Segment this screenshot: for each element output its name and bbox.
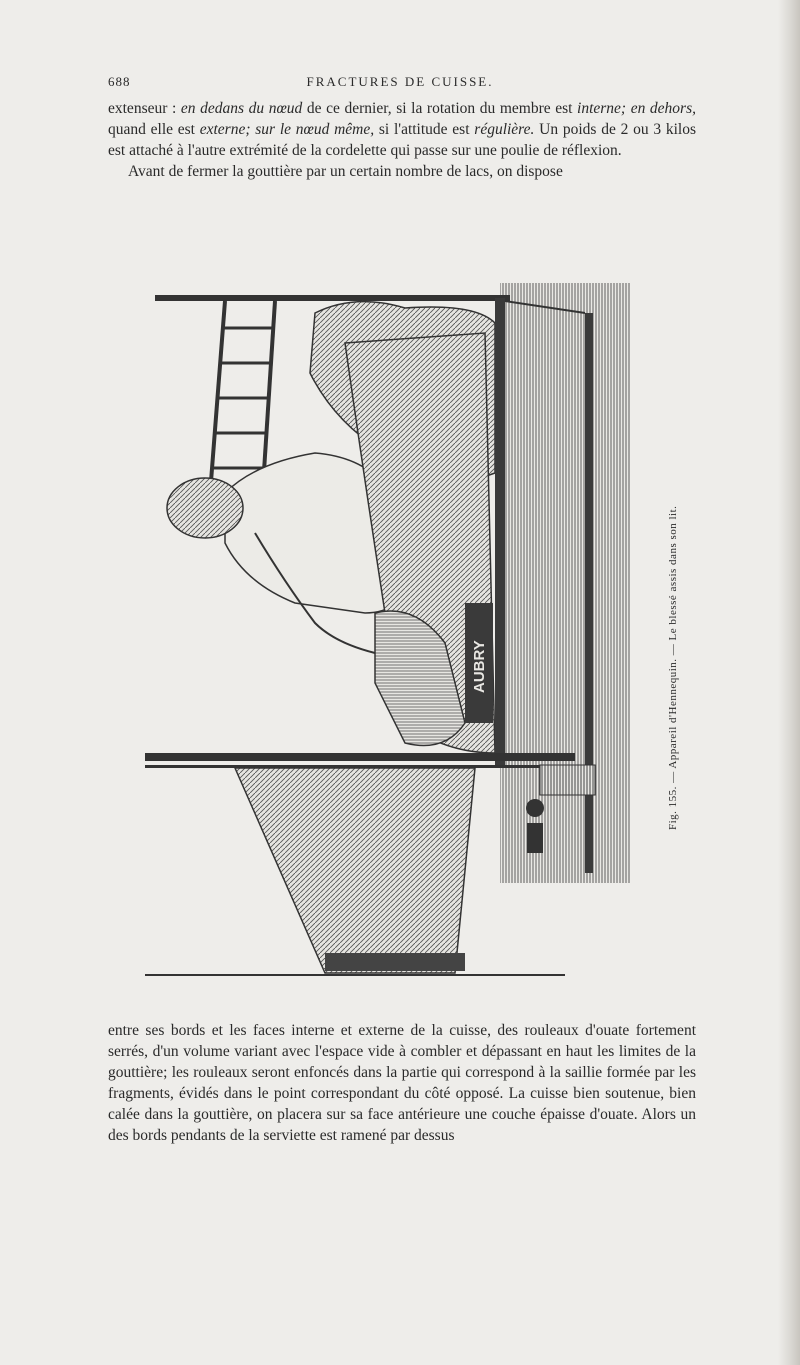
text-segment: quand elle est — [108, 121, 200, 138]
traction-weight — [527, 823, 543, 853]
figure-illustration — [145, 283, 635, 981]
text-segment: si l'attitude est — [374, 121, 475, 138]
pulley-wheel — [526, 799, 544, 817]
italic-segment: interne; en dehors, — [577, 100, 696, 117]
bed-rail — [145, 753, 575, 761]
text-segment: extenseur : — [108, 100, 181, 117]
paragraph-extenseur — [108, 98, 696, 161]
figure-caption-text: Fig. 155. — Appareil d'Hennequin. — Le blessé assis dans son lit. — [667, 505, 679, 830]
figure-hennequin-apparatus — [145, 283, 635, 981]
paragraph-continuation: entre ses bords et les faces interne et externe de la cuisse, des rouleaux d'ouate fortement serrés, d'un volume variant avec l'espace vide à combler et dépassant en haut les limites de la gouttière; les rouleaux seront enfoncés dans la partie qui correspond à la saillie formée par les fragments, évidés dans le point correspondant du côté opposé. La cuisse bien soutenue, bien calée dans la gouttière, on placera sur sa face antérieure une couche épaisse d'ouate. Alors un des bords pendants de la serviette est ramené par dessus — [108, 1022, 696, 1144]
italic-segment: externe; sur le nœud même, — [199, 121, 375, 138]
bed-post — [495, 298, 505, 768]
italic-segment: en dedans du nœud — [180, 100, 303, 117]
running-title: FRACTURES DE CUISSE. — [306, 74, 494, 89]
bed-frame-top-bar — [155, 295, 510, 301]
page-edge-shadow — [778, 0, 800, 1365]
foot-block — [540, 765, 595, 795]
italic-segment: régulière. — [474, 121, 535, 138]
hanging-sheet — [235, 768, 475, 973]
top-text-block — [108, 98, 696, 182]
text-segment: de ce dernier, si la rotation du membre est — [302, 100, 578, 117]
bottom-text-block — [108, 1020, 696, 1146]
paragraph-avant-de-fermer: Avant de fermer la gouttière par un certain nombre de lacs, on dispose — [128, 163, 563, 180]
maker-plate-label: AUBRY — [471, 640, 488, 693]
sheet-hem — [325, 953, 465, 971]
figure-caption — [652, 430, 682, 830]
text-segment: Un poids de 2 ou 3 kilos est attaché à l'autre extrémité de la cordelette qui passe sur une poulie de réflexion. — [108, 121, 696, 159]
page-header — [0, 74, 800, 94]
page-number: 688 — [108, 74, 131, 89]
patient-head — [167, 478, 243, 538]
